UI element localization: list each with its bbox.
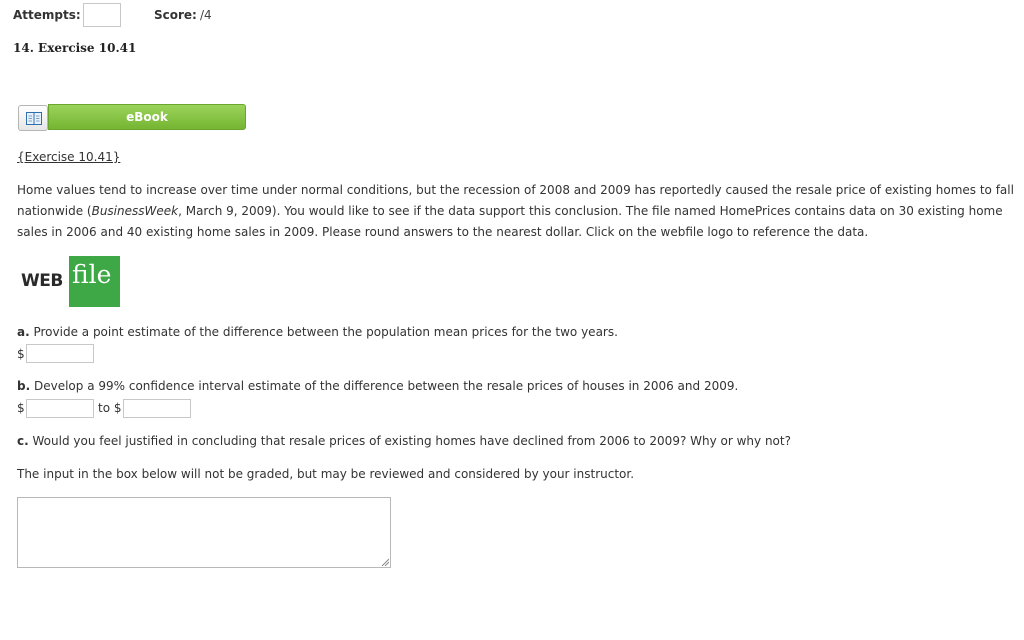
question-a-text: Provide a point estimate of the difference between the population mean prices for the two years. — [33, 325, 618, 339]
answer-b-upper-input[interactable] — [123, 399, 191, 418]
webfile-file-text: file — [72, 260, 112, 289]
ebook-button[interactable]: eBook — [48, 104, 246, 130]
answer-b-lower-input[interactable] — [26, 399, 94, 418]
attempts-box — [83, 3, 121, 27]
question-b — [17, 379, 738, 393]
score-label: Score: — [154, 8, 197, 22]
question-a-letter: a. — [17, 325, 30, 339]
question-c-letter: c. — [17, 434, 29, 448]
problem-source: BusinessWeek — [91, 204, 179, 218]
currency-b-lower: $ — [17, 401, 25, 415]
question-b-text: Develop a 99% confidence interval estimate of the difference between the resale prices of houses in 2006 and 2009. — [33, 379, 739, 393]
webfile-logo[interactable] — [17, 256, 120, 307]
webfile-web-text: WEB — [21, 271, 63, 291]
score-value: /4 — [200, 8, 212, 22]
problem-text-2: , March 9, 2009). You would like to see if the data support this conclusion. The file named HomePrices contains data on 30 existing home sales in 2006 and 40 existing home sales in 2009. Please round answers to the nearest dollar. Click on the webfile logo to reference the data. — [17, 204, 1003, 239]
problem-description — [17, 180, 1022, 243]
currency-a: $ — [17, 347, 25, 361]
ungraded-note: The input in the box below will not be graded, but may be reviewed and considered by your instructor. — [17, 467, 635, 481]
ebook-icon-button[interactable] — [18, 105, 48, 131]
question-c-text: Would you feel justified in concluding that resale prices of existing homes have declined from 2006 to 2009? Why or why not? — [32, 434, 791, 448]
question-b-letter: b. — [17, 379, 31, 393]
webfile-file-box — [69, 256, 120, 307]
exercise-link[interactable]: {Exercise 10.41} — [17, 150, 121, 164]
to-label: to $ — [98, 401, 122, 415]
exercise-title: 14. Exercise 10.41 — [13, 41, 137, 55]
problem-text-1: Home values tend to increase over time under normal conditions, but the recession of 2008 and 2009 has reportedly caused the resale price of existing homes to fall nationwide ( — [17, 183, 1014, 218]
book-icon — [26, 112, 42, 125]
question-c — [17, 434, 791, 448]
comment-textarea[interactable] — [17, 497, 391, 568]
attempts-label: Attempts: — [13, 8, 81, 22]
answer-a-input[interactable] — [26, 344, 94, 363]
resize-grip-icon[interactable] — [381, 558, 389, 566]
question-a — [17, 325, 618, 339]
